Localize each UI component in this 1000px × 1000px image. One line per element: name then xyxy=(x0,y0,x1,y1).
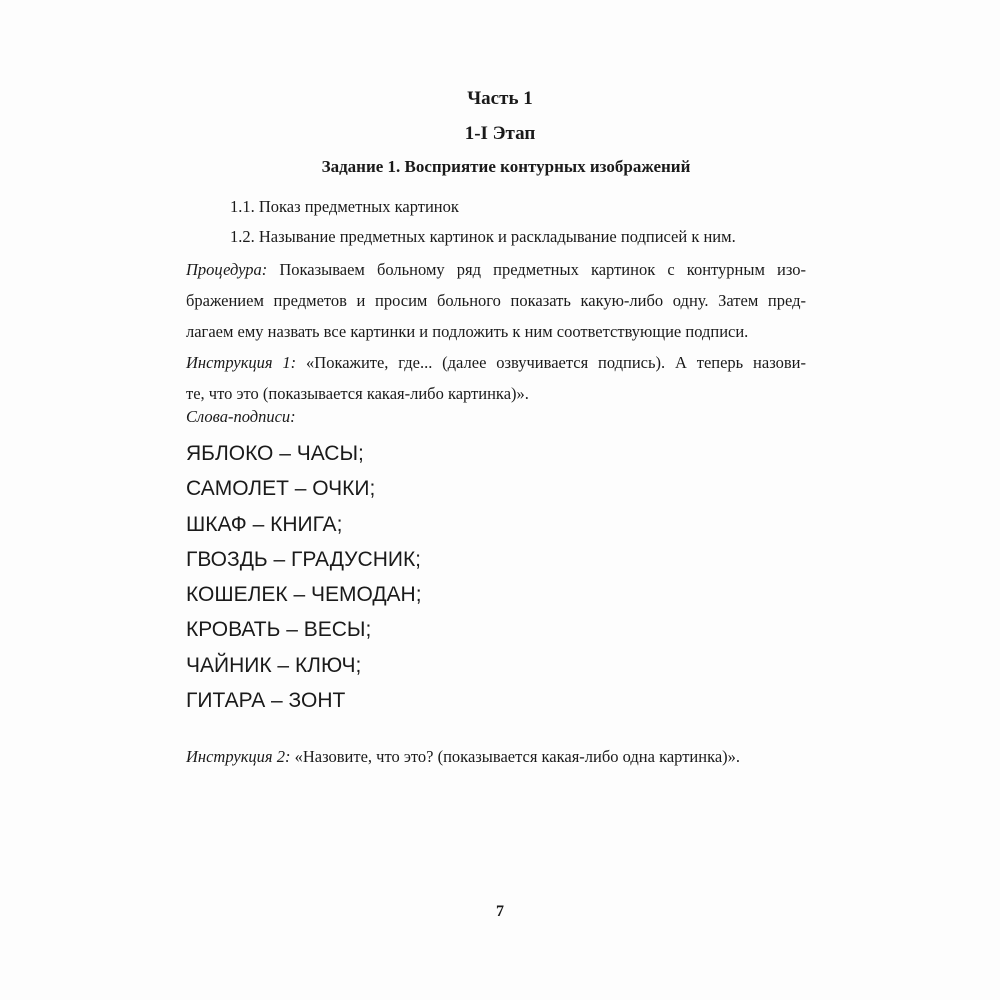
procedure-line-1 xyxy=(186,254,806,285)
caption-pair: ГИТАРА – ЗОНТ xyxy=(186,689,346,713)
procedure-text-1: Показываем больному ряд предметных картинок с контурным изо- xyxy=(267,260,806,279)
task-title: Задание 1. Восприятие контурных изображений xyxy=(321,157,691,176)
captions-label: Слова-подписи: xyxy=(186,407,296,426)
procedure-line-2: бражением предметов и просим больного показать какую-либо одну. Затем пред- xyxy=(186,291,806,310)
caption-pair: ШКАФ – КНИГА; xyxy=(186,512,343,536)
stage-title: 1-I Этап xyxy=(464,123,536,144)
caption-pair: САМОЛЕТ – ОЧКИ; xyxy=(186,477,376,501)
caption-pair: КРОВАТЬ – ВЕСЫ; xyxy=(186,618,372,642)
instruction-1-line-1 xyxy=(186,347,806,378)
instruction-2-text: «Назовите, что это? (показывается какая-либо одна картинка)». xyxy=(290,747,741,766)
instruction-1-text-1: «Покажите, где... (далее озвучивается подпись). А теперь назови- xyxy=(296,353,806,372)
instruction-1-line-2: те, что это (показывается какая-либо картинка)». xyxy=(186,384,529,403)
caption-word-list xyxy=(186,436,422,718)
part-title: Часть 1 xyxy=(467,88,533,109)
caption-pair: ЯБЛОКО – ЧАСЫ; xyxy=(186,442,364,465)
instruction-1-label: Инструкция 1: xyxy=(186,353,297,372)
instruction-2 xyxy=(186,747,740,767)
instruction-1-paragraph xyxy=(186,347,806,409)
caption-pair: КОШЕЛЕК – ЧЕМОДАН; xyxy=(186,583,422,607)
procedure-paragraph xyxy=(186,254,806,347)
procedure-label: Процедура: xyxy=(186,260,268,279)
subtask-1: 1.1. Показ предметных картинок xyxy=(230,197,459,216)
page-number: 7 xyxy=(496,903,504,920)
subtask-2: 1.2. Называние предметных картинок и раскладывание подписей к ним. xyxy=(230,227,736,246)
caption-pair: ГВОЗДЬ – ГРАДУСНИК; xyxy=(186,547,422,571)
instruction-2-label: Инструкция 2: xyxy=(186,747,291,766)
caption-pair: ЧАЙНИК – КЛЮЧ; xyxy=(186,653,362,677)
procedure-line-3: лагаем ему назвать все картинки и подложить к ним соответствующие подписи. xyxy=(186,322,749,341)
